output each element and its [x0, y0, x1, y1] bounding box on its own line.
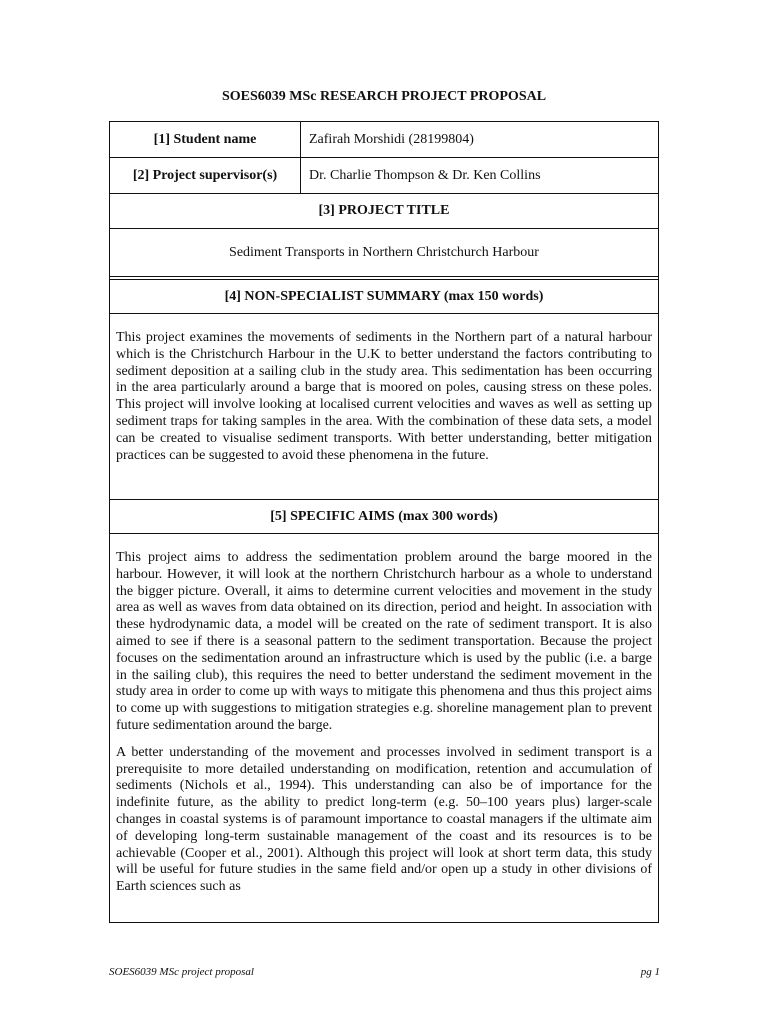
- student-name-row: [110, 122, 658, 158]
- aims-text-block: [110, 534, 658, 896]
- summary-text-block: [110, 314, 658, 500]
- proposal-form: [109, 121, 659, 923]
- aims-paragraph-2: A better understanding of the movement and processes involved in sediment transport is a prerequisite to more detailed understanding on modification, retention and accumulation of sediments (Nichols et al., 1994). This understanding can also be of importance for the indefinite future, as the ability to predict long-term (e.g. 50–100 years plus) larger-scale changes in coastal systems is of paramount importance to coastal managers if the ultimate aim of developing long-term sustainable management of the coast and its resources is to be achievable (Cooper et al., 2001). Although this project will look at short term data, this study will be useful for future studies in the same field and/or open up a study in other divisions of Earth sciences such as: [116, 744, 652, 895]
- footer-document-name: SOES6039 MSc project proposal: [109, 966, 254, 978]
- supervisor-value: Dr. Charlie Thompson & Dr. Ken Collins: [309, 167, 541, 183]
- footer-page-number: pg 1: [640, 966, 660, 978]
- aims-heading: [5] SPECIFIC AIMS (max 300 words): [110, 500, 658, 534]
- student-name-label: [1] Student name: [110, 122, 301, 157]
- page-title: SOES6039 MSc RESEARCH PROJECT PROPOSAL: [221, 89, 547, 104]
- project-title-heading: [3] PROJECT TITLE: [110, 194, 658, 229]
- summary-text: This project examines the movements of sediments in the Northern part of a natural harbour which is the Christchurch Harbour in the U.K to better understand the factors contributing to sediment deposition at a sailing club in the study area. This sedimentation has been occurring in the area particularly around a barge that is moored on poles, causing stress on these poles. This project will involve looking at localised current velocities and waves as well as setting up sediment traps for taking samples in the area. With the combination of these data sets, a model can be created to visualise sediment transports. With better understanding, better mitigation practices can be suggested to avoid these phenomena in the future.: [116, 330, 652, 463]
- aims-paragraph-1: This project aims to address the sedimentation problem around the barge moored in the harbour. However, it will look at the northern Christchurch harbour as a whole to understand the bigger picture. Overall, it aims to determine current velocities and movement in the study area as well as waves from data obtained on its direction, period and height. In association with these hydrodynamic data, a model will be created on the rate of sediment transport. It is also aimed to see if there is a seasonal pattern to the sediment transportation. Because the project focuses on the sedimentation around an infrastructure which is used by the public (i.e. a barge in the sailing club), this requires the need to better understand the sediment movement in the study area in order to come up with ways to mitigate this phenomena and thus this project aims to come up with suggestions to mitigation strategies e.g. shoreline management plan to prevent future sedimentation around the barge.: [116, 550, 652, 733]
- summary-heading: [4] NON-SPECIALIST SUMMARY (max 150 words): [110, 280, 658, 314]
- supervisor-label: [2] Project supervisor(s): [110, 158, 301, 193]
- project-title-value: Sediment Transports in Northern Christchurch Harbour: [110, 229, 658, 277]
- supervisor-row: [110, 158, 658, 194]
- student-name-value: Zafirah Morshidi (28199804): [309, 131, 474, 147]
